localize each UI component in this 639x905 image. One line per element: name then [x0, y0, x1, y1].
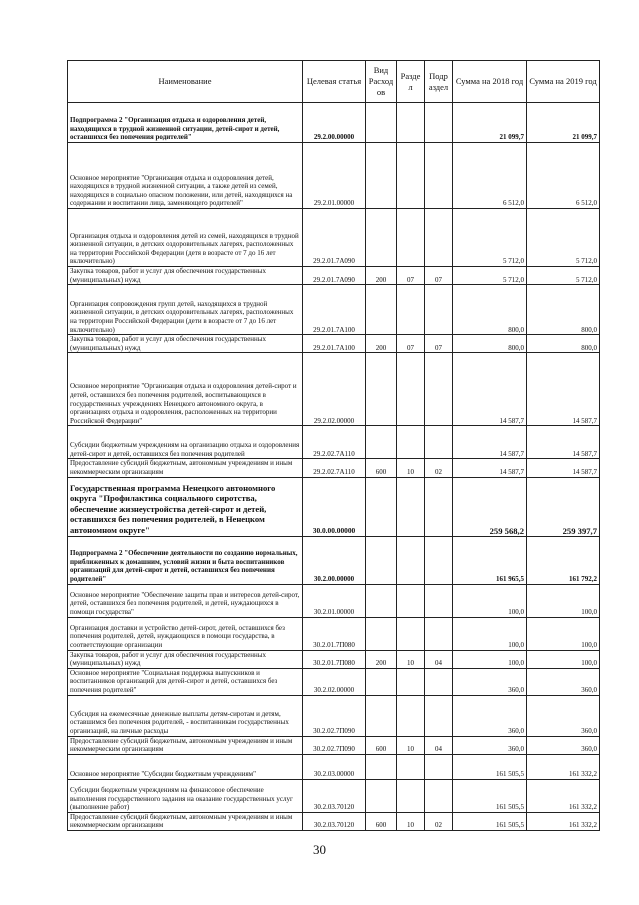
row-sum-2018-cell: 14 587,7 — [453, 353, 527, 426]
header-code: Целевая статья — [303, 61, 366, 103]
row-sum-2018-cell: 100,0 — [453, 617, 527, 650]
row-vid-cell — [366, 536, 397, 584]
row-code-cell: 30.2.01.7П080 — [303, 617, 366, 650]
row-sum-2019-cell: 161 792,2 — [527, 536, 600, 584]
row-razdel-cell — [397, 353, 425, 426]
row-sum-2018-cell: 360,0 — [453, 668, 527, 695]
row-sum-2019-cell: 5 712,0 — [527, 209, 600, 267]
row-sum-2019-cell: 360,0 — [527, 695, 600, 736]
row-vid-cell — [366, 754, 397, 779]
row-razdel-cell — [397, 536, 425, 584]
row-sum-2019-cell: 259 397,7 — [527, 477, 600, 536]
row-podrazdel-cell — [425, 209, 453, 267]
row-sum-2018-cell: 14 587,7 — [453, 426, 527, 459]
row-name-cell: Государственная программа Ненецкого автономного округа "Профилактика социального сиротства, обеспечение жизнеустройства детей-сирот и детей, оставшихся без попечения родителей, в Ненецком автономном округе" — [68, 477, 303, 536]
row-podrazdel-cell — [425, 754, 453, 779]
row-razdel-cell — [397, 695, 425, 736]
row-podrazdel-cell: 04 — [425, 650, 453, 668]
row-sum-2019-cell: 360,0 — [527, 668, 600, 695]
row-vid-cell — [366, 779, 397, 812]
row-sum-2019-cell: 100,0 — [527, 584, 600, 617]
row-razdel-cell: 07 — [397, 267, 425, 285]
header-row — [68, 61, 600, 103]
row-podrazdel-cell: 07 — [425, 335, 453, 353]
row-sum-2019-cell: 14 587,7 — [527, 459, 600, 477]
table-row — [68, 285, 600, 335]
table-row — [68, 754, 600, 779]
row-sum-2018-cell: 14 587,7 — [453, 459, 527, 477]
table-row — [68, 617, 600, 650]
row-name-cell: Субсидии бюджетным учреждениям на организацию отдыха и оздоровления детей-сирот и детей, оставшихся без попечения родителей — [68, 426, 303, 459]
table-row — [68, 209, 600, 267]
table-row — [68, 668, 600, 695]
row-code-cell: 30.2.00.00000 — [303, 536, 366, 584]
row-name-cell: Закупка товаров, работ и услуг для обеспечения государственных (муниципальных) нужд — [68, 650, 303, 668]
row-vid-cell — [366, 695, 397, 736]
row-razdel-cell — [397, 668, 425, 695]
row-code-cell: 29.2.02.7А110 — [303, 426, 366, 459]
row-podrazdel-cell: 07 — [425, 267, 453, 285]
row-vid-cell — [366, 285, 397, 335]
row-sum-2019-cell: 800,0 — [527, 335, 600, 353]
table-body — [68, 103, 600, 831]
row-podrazdel-cell — [425, 779, 453, 812]
row-podrazdel-cell — [425, 617, 453, 650]
row-sum-2018-cell: 161 505,5 — [453, 779, 527, 812]
row-podrazdel-cell — [425, 426, 453, 459]
row-code-cell: 29.2.02.7А110 — [303, 459, 366, 477]
row-razdel-cell — [397, 584, 425, 617]
row-code-cell: 30.2.01.00000 — [303, 584, 366, 617]
table-row — [68, 779, 600, 812]
row-vid-cell: 200 — [366, 335, 397, 353]
row-sum-2018-cell: 800,0 — [453, 285, 527, 335]
row-code-cell: 29.2.00.00000 — [303, 103, 366, 143]
row-sum-2019-cell: 100,0 — [527, 650, 600, 668]
row-name-cell: Организация отдыха и оздоровления детей из семей, находящихся в трудной жизненной ситуации, в детских оздоровительных лагерях, расположенных на территории Российской Федерации (детя в возрасте от 7 до 16 лет включительно) — [68, 209, 303, 267]
row-podrazdel-cell — [425, 584, 453, 617]
row-vid-cell — [366, 353, 397, 426]
row-name-cell: Основное мероприятие "Социальная поддержка выпускников и воспитанников организаций для детей-сирот и детей, оставшихся без попечения родителей" — [68, 668, 303, 695]
budget-table — [67, 60, 600, 831]
row-sum-2019-cell: 100,0 — [527, 617, 600, 650]
row-name-cell: Основное мероприятие "Организация отдыха и оздоровления детей-сирот и детей, оставшихся без попечения родителей, воспитывающихся в государственных учреждениях Ненецкого автономного округа, в организациях отдыха и оздоровления, расположенных на территории Российской Федерации" — [68, 353, 303, 426]
row-sum-2018-cell: 161 505,5 — [453, 754, 527, 779]
row-name-cell: Предоставление субсидий бюджетным, автономным учреждениям и иным некоммерческим организациям — [68, 812, 303, 830]
row-code-cell: 30.2.03.00000 — [303, 754, 366, 779]
row-name-cell: Субсидии бюджетным учреждениям на финансовое обеспечение выполнения государственного задания на оказание государственных услуг (выполнение работ) — [68, 779, 303, 812]
row-razdel-cell — [397, 754, 425, 779]
header-sum-2018: Сумма на 2018 год — [453, 61, 527, 103]
row-sum-2018-cell: 161 965,5 — [453, 536, 527, 584]
row-razdel-cell — [397, 143, 425, 209]
row-podrazdel-cell: 02 — [425, 812, 453, 830]
row-razdel-cell: 10 — [397, 736, 425, 754]
row-sum-2019-cell: 800,0 — [527, 285, 600, 335]
table-row — [68, 812, 600, 830]
row-razdel-cell — [397, 779, 425, 812]
row-name-cell: Основное мероприятие "Организация отдыха и оздоровления детей, находящихся в трудной жизненной ситуации, а также детей из семей, находящихся в социально опасном положении, или детей, находящихся на содержании и воспитании лица, заменяющего родителей" — [68, 143, 303, 209]
row-code-cell: 30.2.01.7П080 — [303, 650, 366, 668]
row-code-cell: 30.2.02.7П090 — [303, 695, 366, 736]
row-vid-cell: 200 — [366, 267, 397, 285]
row-code-cell: 29.2.01.7А090 — [303, 267, 366, 285]
row-code-cell: 29.2.01.7А090 — [303, 209, 366, 267]
row-podrazdel-cell: 02 — [425, 459, 453, 477]
row-razdel-cell: 10 — [397, 459, 425, 477]
page-number: 30 — [313, 842, 326, 857]
row-code-cell: 30.2.03.70120 — [303, 812, 366, 830]
row-sum-2018-cell: 360,0 — [453, 695, 527, 736]
row-sum-2019-cell: 21 099,7 — [527, 103, 600, 143]
table-row — [68, 736, 600, 754]
table-row — [68, 353, 600, 426]
row-sum-2018-cell: 6 512,0 — [453, 143, 527, 209]
row-sum-2018-cell: 360,0 — [453, 736, 527, 754]
row-podrazdel-cell — [425, 143, 453, 209]
row-podrazdel-cell — [425, 668, 453, 695]
row-sum-2019-cell: 5 712,0 — [527, 267, 600, 285]
row-name-cell: Организация сопровождения групп детей, находящихся в трудной жизненной ситуации, в детских оздоровительных лагерях, расположенных на территории Российской Федерации (дети в возрасте от 7 до 16 лет включительно) — [68, 285, 303, 335]
row-sum-2018-cell: 161 505,5 — [453, 812, 527, 830]
row-podrazdel-cell — [425, 695, 453, 736]
row-sum-2018-cell: 100,0 — [453, 584, 527, 617]
row-sum-2019-cell: 161 332,2 — [527, 754, 600, 779]
row-sum-2018-cell: 5 712,0 — [453, 267, 527, 285]
row-razdel-cell — [397, 617, 425, 650]
row-code-cell: 30.2.02.7П090 — [303, 736, 366, 754]
row-sum-2019-cell: 161 332,2 — [527, 779, 600, 812]
row-podrazdel-cell — [425, 536, 453, 584]
row-sum-2018-cell: 5 712,0 — [453, 209, 527, 267]
row-code-cell: 30.2.03.70120 — [303, 779, 366, 812]
row-vid-cell — [366, 103, 397, 143]
row-vid-cell: 600 — [366, 736, 397, 754]
row-sum-2019-cell: 6 512,0 — [527, 143, 600, 209]
row-razdel-cell: 07 — [397, 335, 425, 353]
row-vid-cell — [366, 668, 397, 695]
row-razdel-cell: 10 — [397, 650, 425, 668]
row-razdel-cell — [397, 103, 425, 143]
row-sum-2018-cell: 800,0 — [453, 335, 527, 353]
row-sum-2018-cell: 21 099,7 — [453, 103, 527, 143]
row-name-cell: Подпрограмма 2 "Организация отдыха и оздоровления детей, находящихся в трудной жизненной ситуации, детей-сирот и детей, оставшихся без попечения родителей" — [68, 103, 303, 143]
row-podrazdel-cell — [425, 477, 453, 536]
row-name-cell: Основное мероприятие "Субсидии бюджетным учреждениям" — [68, 754, 303, 779]
row-vid-cell — [366, 143, 397, 209]
row-name-cell: Основное мероприятие "Обеспечение защиты прав и интересов детей-сирот, детей, оставшихся без попечения родителей, и детей, нуждающихся в помощи государства" — [68, 584, 303, 617]
header-sum-2019: Сумма на 2019 год — [527, 61, 600, 103]
header-name: Наименование — [68, 61, 303, 103]
row-sum-2019-cell: 14 587,7 — [527, 426, 600, 459]
row-name-cell: Предоставление субсидий бюджетным, автономным учреждениям и иным некоммерческим организациям — [68, 459, 303, 477]
row-podrazdel-cell — [425, 285, 453, 335]
table-row — [68, 536, 600, 584]
row-vid-cell — [366, 477, 397, 536]
row-code-cell: 29.2.01.7А100 — [303, 335, 366, 353]
table-row — [68, 103, 600, 143]
row-name-cell: Субсидия на ежемесячные денежные выплаты детям-сиротам и детям, оставшимся без попечения родителей, - воспитанникам государственных организаций, на личные расходы — [68, 695, 303, 736]
row-code-cell: 30.2.02.00000 — [303, 668, 366, 695]
row-sum-2019-cell: 360,0 — [527, 736, 600, 754]
row-vid-cell: 200 — [366, 650, 397, 668]
row-sum-2018-cell: 100,0 — [453, 650, 527, 668]
row-razdel-cell — [397, 209, 425, 267]
table-row — [68, 650, 600, 668]
header-vid: Вид Расход ов — [366, 61, 397, 103]
row-name-cell: Предоставление субсидий бюджетным, автономным учреждениям и иным некоммерческим организациям — [68, 736, 303, 754]
row-code-cell: 29.2.01.7А100 — [303, 285, 366, 335]
row-sum-2018-cell: 259 568,2 — [453, 477, 527, 536]
row-razdel-cell — [397, 285, 425, 335]
row-name-cell: Закупка товаров, работ и услуг для обеспечения государственных (муниципальных) нужд — [68, 267, 303, 285]
table-row — [68, 695, 600, 736]
row-name-cell: Закупка товаров, работ и услуг для обеспечения государственных (муниципальных) нужд — [68, 335, 303, 353]
table-row — [68, 584, 600, 617]
table-row — [68, 477, 600, 536]
table-row — [68, 267, 600, 285]
row-vid-cell — [366, 426, 397, 459]
row-podrazdel-cell — [425, 103, 453, 143]
row-name-cell: Подпрограмма 2 "Обеспечение деятельности по созданию нормальных, приближенных к домашним, условий жизни и быта воспитанников организаций для детей-сирот и детей, оставшихся без попечения родителей" — [68, 536, 303, 584]
table-row — [68, 335, 600, 353]
table-row — [68, 459, 600, 477]
table-row — [68, 143, 600, 209]
row-sum-2019-cell: 14 587,7 — [527, 353, 600, 426]
row-vid-cell — [366, 617, 397, 650]
row-razdel-cell — [397, 426, 425, 459]
row-podrazdel-cell — [425, 353, 453, 426]
row-code-cell: 30.0.00.00000 — [303, 477, 366, 536]
row-vid-cell — [366, 584, 397, 617]
row-vid-cell — [366, 209, 397, 267]
row-razdel-cell: 10 — [397, 812, 425, 830]
row-vid-cell: 600 — [366, 812, 397, 830]
header-razdel: Разде л — [397, 61, 425, 103]
row-name-cell: Организация доставки и устройство детей-сирот, детей, оставшихся без попечения родителей, детей, нуждающихся в помощи государства, в соответствующие организации — [68, 617, 303, 650]
table-row — [68, 426, 600, 459]
row-vid-cell: 600 — [366, 459, 397, 477]
header-podrazdel: Подр аздел — [425, 61, 453, 103]
row-code-cell: 29.2.02.00000 — [303, 353, 366, 426]
row-podrazdel-cell: 04 — [425, 736, 453, 754]
row-razdel-cell — [397, 477, 425, 536]
row-sum-2019-cell: 161 332,2 — [527, 812, 600, 830]
row-code-cell: 29.2.01.00000 — [303, 143, 366, 209]
